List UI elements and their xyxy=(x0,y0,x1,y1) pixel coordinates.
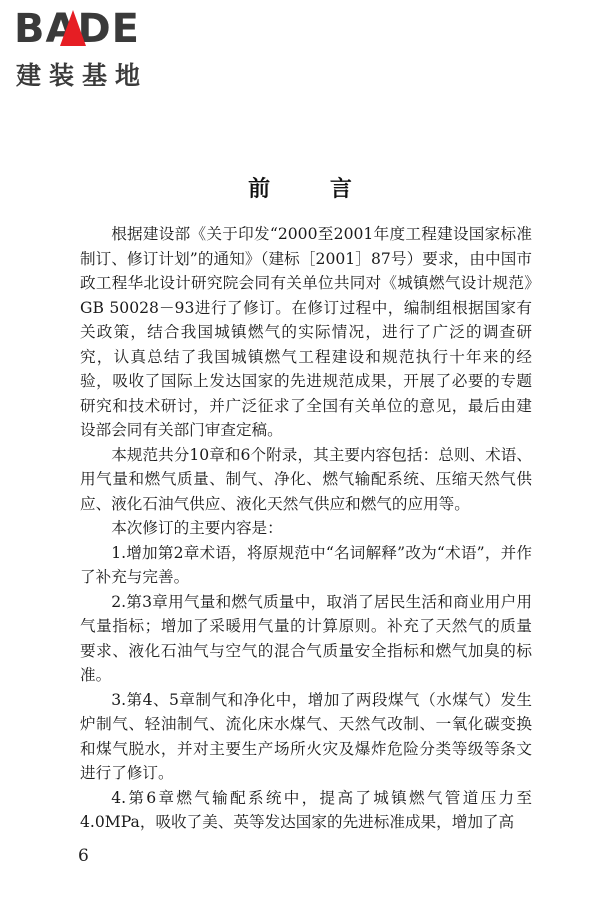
page-title: 前 言 xyxy=(248,177,378,202)
paragraph-intro: 根据建设部《关于印发“2000至2001年度工程建设国家标准制订、修订计划”的通知》（建标［2001］87号）要求，由中国市政工程华北设计研究院会同有关单位共同对《城镇燃气设计规范》GB 50028－93进行了修订。在修订过程中，编制组根据国家有关政策，结合我国城镇燃气的实际情况，进行了广泛的调查研究，认真总结了我国城镇燃气工程建设和规范执行十年来的经验，吸收了国际上发达国家的先进规范成果，开展了必要的专题研究和技术研讨，并广泛征求了全国有关单位的意见，最后由建设部会同有关部门审查定稿。 xyxy=(80,225,532,439)
paragraph-revision-3: 3.第4、5章制气和净化中，增加了两段煤气（水煤气）发生炉制气、轻油制气、流化床水煤气、天然气改制、一氧化碳变换和煤气脱水，并对主要生产场所火灾及爆炸危险分类等级等条文进行了修订。 xyxy=(80,690,532,782)
logo-wordmark: BADE xyxy=(14,6,140,52)
paragraph-revision-4: 4.第6章燃气输配系统中，提高了城镇燃气管道压力至4.0MPa，吸收了美、英等发达国家的先进标准成果，增加了高 xyxy=(80,788,532,831)
page-number: 6 xyxy=(78,846,89,866)
logo-red-triangle-icon xyxy=(60,10,86,46)
paragraph-revision-1: 1.增加第2章术语，将原规范中“名词解释”改为“术语”，并作了补充与完善。 xyxy=(80,543,532,586)
paragraph-scope: 本规范共分10章和6个附录，其主要内容包括：总则、术语、用气量和燃气质量、制气、净化、燃气输配系统、压缩天然气供应、液化石油气供应、液化天然气供应和燃气的应用等。 xyxy=(80,445,532,513)
logo-subtitle: 建装基地 xyxy=(16,61,149,90)
paragraph-revision-2: 2.第3章用气量和燃气质量中，取消了居民生活和商业用户用气量指标；增加了采暖用气量的计算原则。补充了天然气的质量要求、液化石油气与空气的混合气质量安全指标和燃气加臭的标准。 xyxy=(80,592,532,684)
paragraph-revision-lead: 本次修订的主要内容是： xyxy=(111,519,283,537)
bade-logo xyxy=(14,6,174,88)
foreword-body xyxy=(80,222,532,835)
